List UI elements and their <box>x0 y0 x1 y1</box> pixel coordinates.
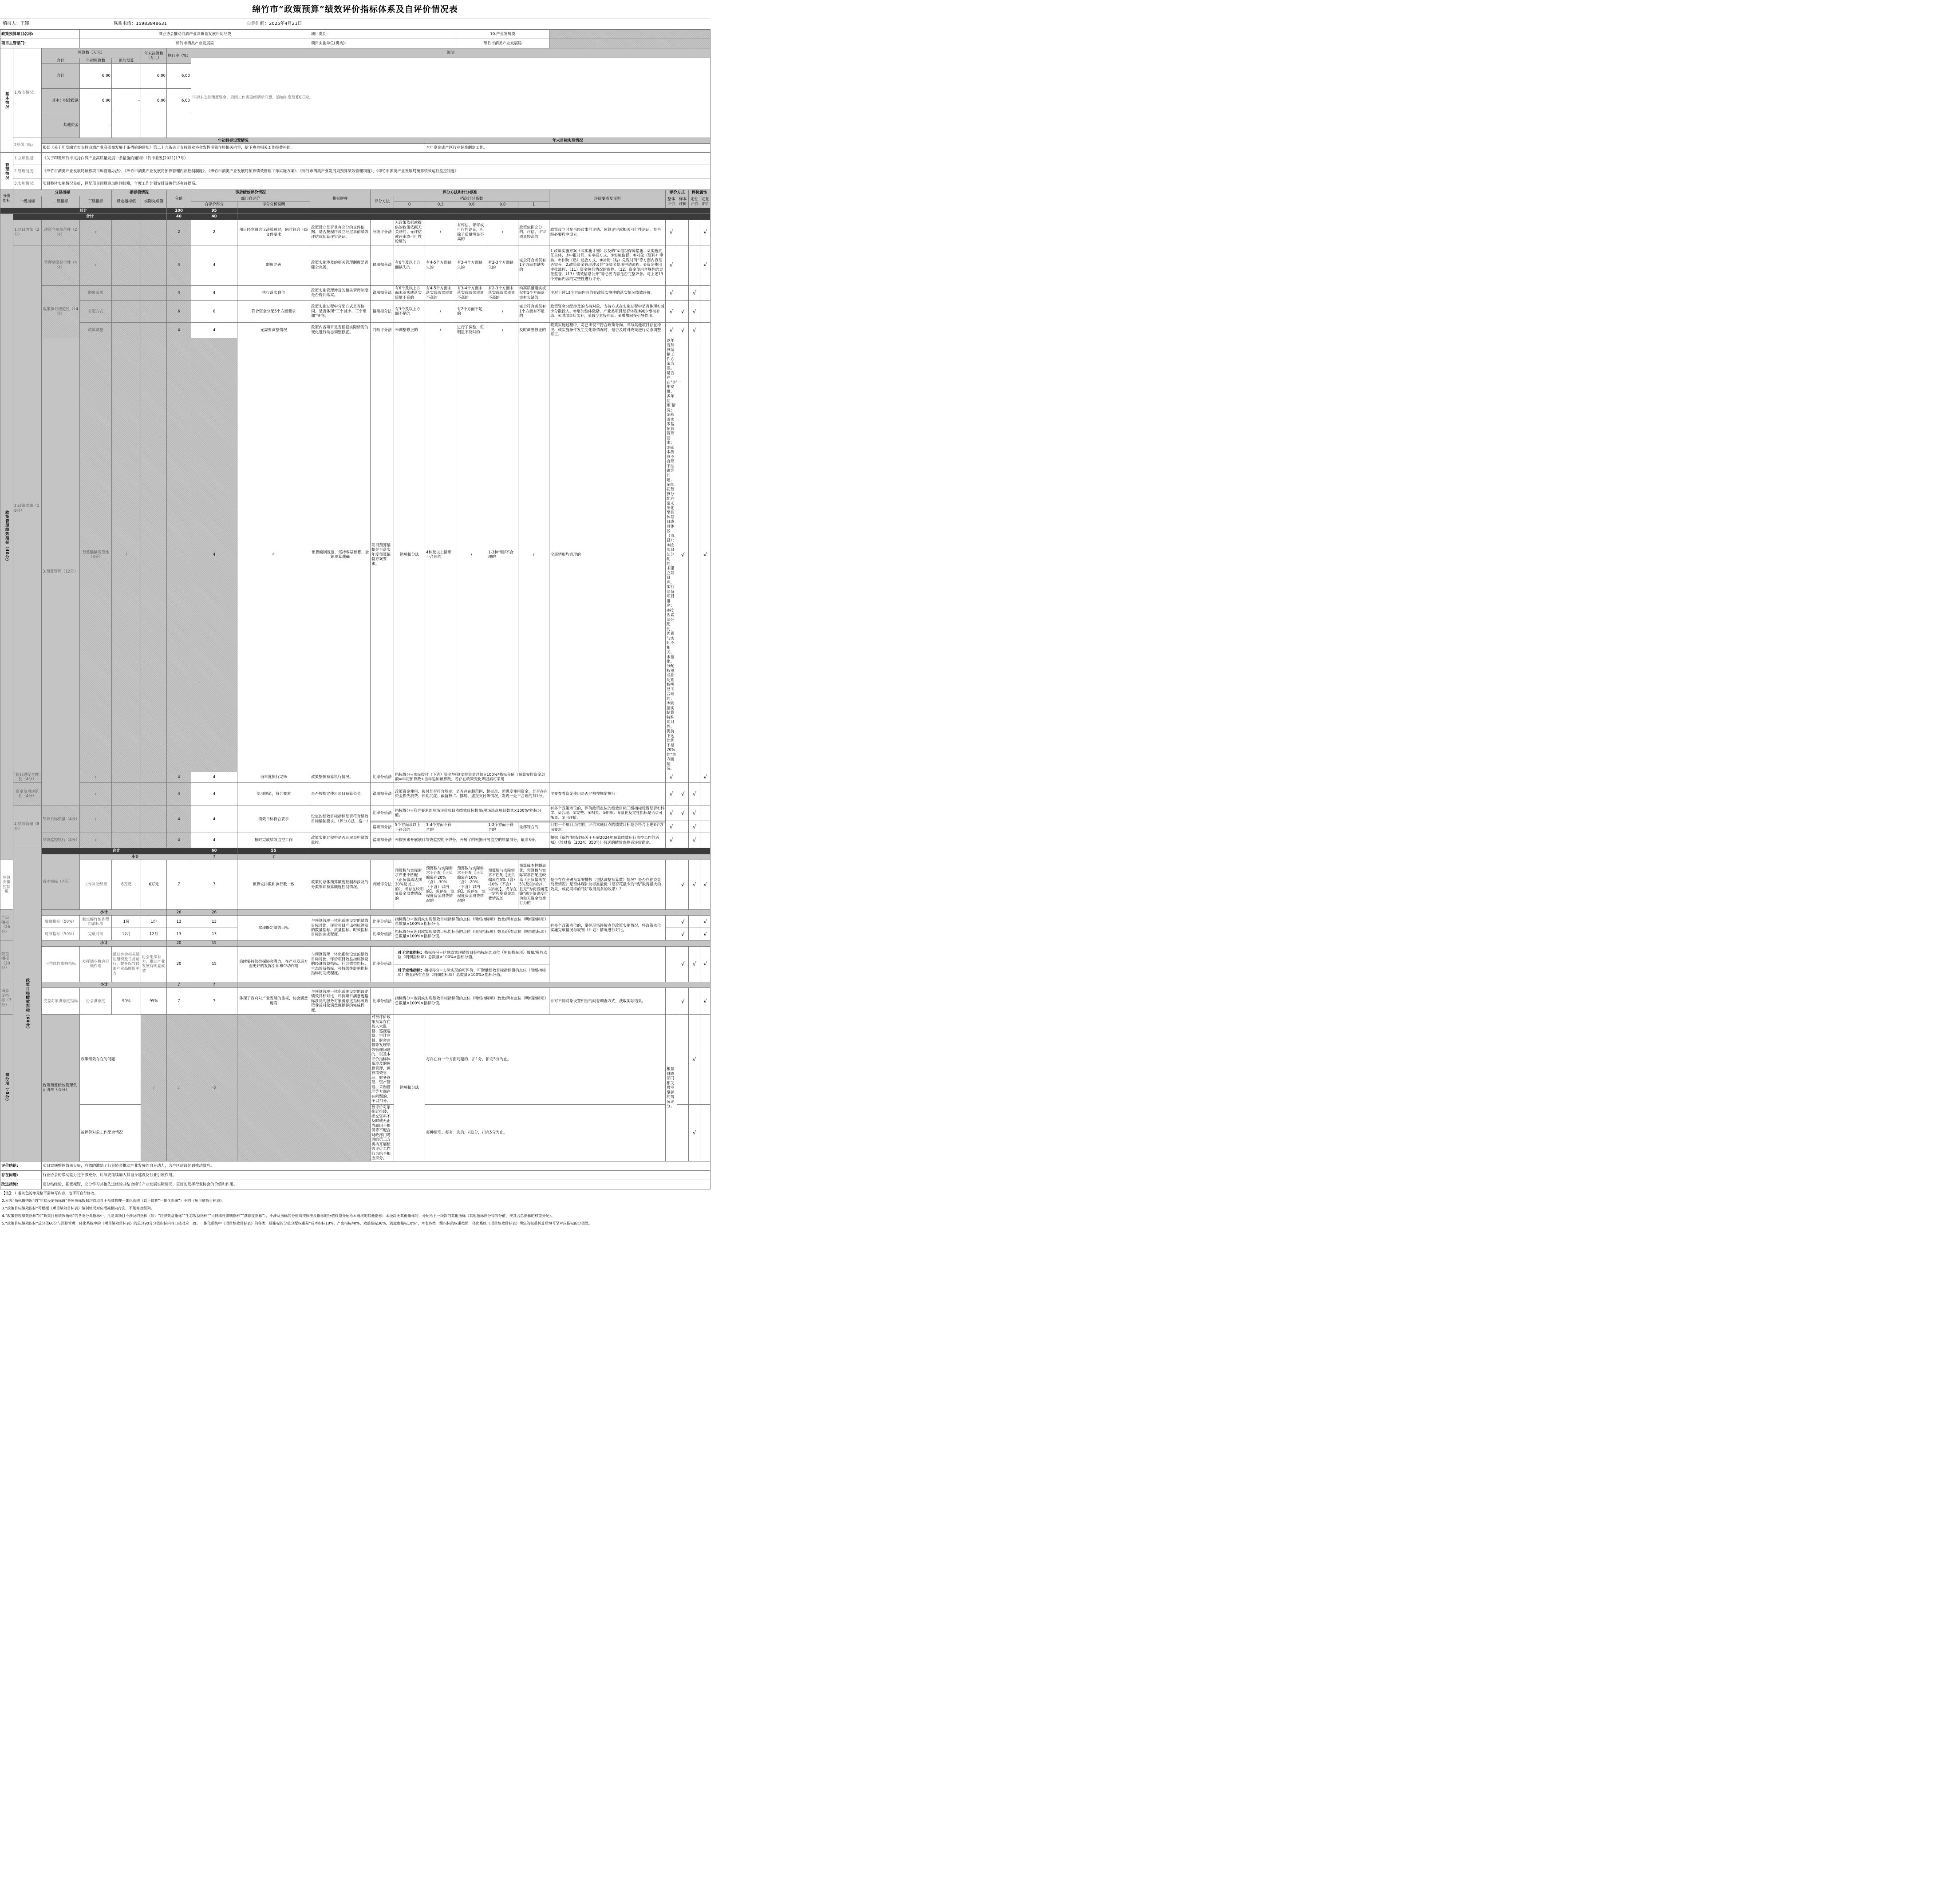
reporter: 填报人：王锋 <box>3 21 29 26</box>
income-note: 年初未安排预算资金，后因工作需要经请示同意，追加年度预算6万元。 <box>191 58 711 138</box>
evaluation-sheet <box>0 0 710 1226</box>
row-fund-use: 资金使用规范性（4分） / 4 4 使用规范，符合要求 是否按规定使用项目预算资金。 错项扣分法 政策资金使用、拨付是否符合规定，是否存在超范围、超标准、超进度使用资金，是否存在资金损失浪费、长期沉淀、截留挤占、挪用、虚报支付等情况，发现一处不合理的扣1分。 主要查看资金使用是否严格按规定执行 √ √ √ <box>0 782 711 806</box>
row-adjust: 政策调整 4 4 无需要调整情况 政策内各项目是否根据实际情况的变化进行动态调整修正。 判断评分法 未调整修正的 / 进行了调整，但明显不及时的 / 及时调整修正的 政策实施过程中，对已出现不符合政策导向、或与其他项目存在冲突、或实施条件发生变化等情况时，是否及时对政策进行动态调整修正。 √ √ √ <box>0 323 711 338</box>
system-text: 《绵竹市酒类产业发展局预算项目库管理办法》、《绵竹市酒类产业发展局预算管理内部控制制度》、《绵竹市酒类产业发展局预算绩效管理工作实施方案》、《绵竹市酒类产业发展局预算绩效管理制度》、《绵竹市酒类产业发展局预算绩效运行监控制度》 <box>42 165 711 178</box>
row-deduction-b: 被评价对象工作配合情况 被评价对象拖延推诿、提交资料不及时或无正当原因不提供等不配合财政部门聘请的第三方机构开展绩效评价工作行为给予相应扣分。 每种情形、每有一次的，扣1分，扣完5分为止。 √ <box>0 1104 711 1161</box>
row-quantity: 数量指标（50%） 制定绵竹浓香型白酒标准 1份 1份 13 13 实现既定绩效目标 与预算管理一体化系统设定的绩效目标对比，评价项目产出指标涉及的数量指标、质量指标、时效指标目标的完成程度。 比率分值法 指标得分=达到或实现绩效目标指标值的点位（明细指标项）数量/所有点位（明细指标项）总数量×100%×指标分值。 有多个政策点位的，掌握现场评价点位政策实施情况，将政策点位实施完成情况与规划（计划）情况进行对比。 √ √ <box>0 916 711 928</box>
page-title: 绵竹市“政策预算”绩效评价指标体系及自评价情况表 <box>0 0 710 19</box>
project-name-row <box>0 30 711 39</box>
row-progress: 执行进度合理性（4分） / 4 4 当年度执行完毕 政策整体预算执行情况。 比率分值法 指标得分=实际拨付（下达）资金/预算安排资金总额×100%*指标分值（预算安排资金总额=年初预算数+当年追加预算数，若存在政策变化等因素可采用 √ √ <box>0 772 711 782</box>
row-system: 2.政策实施（18分） 管理制度健全性（4分） / 4 4 制度完善 政策实施涉及的相关管理制度是否健全完善。 缺项扣分法 有6个及以上方面缺失的 有4-5个方面缺失的 有3-4个方面缺失的 有2-3个方面缺失的 完全符合或仅有1个方面有缺失的 1.政策实施方案（或实施计划）涉及的“①组织保障措施、②实施责任主体、③申报时间、④申报方式、⑤实施监督、⑥对象（资料）审核、⑦补助（贴）发放方式、⑧补助（贴）兑现时间”等方面内容是否完善。2.政策资金管理涉及的“⑨资金使用申请流程、⑩资金使用审批流程、（11）资金执行情况的监控、（12）资金使用合规性的责任监督、（13）绩效信息公开”等必要内容是否完整齐备。对上述13个方面内容的完整性进行评分。 √ √ <box>0 245 711 285</box>
problem-row: 存在问题: 行业协会的带动能力还不够充分，后续要继续加大其自身建设及行业引领作用。 <box>0 1171 711 1180</box>
goal-achieved: 本年度完成产区行业标准制定工作。 <box>425 144 711 153</box>
budget-header: 预算数（万元） <box>42 48 141 58</box>
row-timeliness: 时效指标（50%） 完成时间 12月 12月 13 13 比率分值法 指标得分=达到或实现绩效目标指标值的点位（明细指标项）数量/所有点位（明细指标项）总数量×100%×指标分值。 √ √ <box>0 928 711 940</box>
policy-target-section: 政策目标绩效指标（60分） <box>13 848 42 1161</box>
info-bar <box>0 19 710 29</box>
mgmt-section: 管理情况 <box>0 153 13 190</box>
index-header-row: 分类指标 分层指标 指标值情况 分值 事后绩效评价情况 指标解释 评分方法和计分标准 评价要点及说明 评价方式 评价属性 <box>0 190 711 196</box>
improve-row: 改进措施: 要总结经验，拓宽视野，充分学习其他先进经验并结合绵竹产业发展实际情况，更好的发挥行业协会的价值和作用。 <box>0 1180 711 1189</box>
rate-header: 执行率（%） <box>167 48 191 64</box>
deduction-section: 扣分项（-5分） <box>0 1015 13 1161</box>
project-name-label: 政策预算项目名称: <box>0 30 80 39</box>
note-5: 5.“政策目标绩效指标”总分值60分与预算管理一体化系统中的《项目绩效目标表》的总分90分分值指标内容口径对应一致。一体化系统中《项目绩效目标表》的各类一级指标的分值分配权重是“成本指标10%、产出指标40%、效益指标30%、满意度指标10%”，本表各类一级指标的权重按照一体化系统《项目绩效目标表》规定的权重折算后填写至对应指标的分值处。 <box>2 1221 592 1226</box>
project-name: 酒业协会推动白酒产业高质量发展补助经费 <box>80 30 310 39</box>
eval-date: 自评时间：2025年4月21日 <box>247 21 302 26</box>
goal-label: 2总体目标: <box>13 138 42 152</box>
basic-section: 基本情况 <box>0 48 13 153</box>
conclusion-row: 评价结论: 项目实施整体效果良好，有效的激励了行业协会推动产业发展的自身动力，为产区建设起到推动效应。 <box>0 1161 711 1171</box>
impl-label: 项目实施单位(机构): <box>310 39 456 48</box>
row-deduction-a: 扣分项（-5分） 政策预算绩效管理负面清单（-5分） 政策绩效存在的问题 / / -5 对被评价政策预算存在被人大监督、巡视巡察、审计监督、财会监督等发现绩效管理问题的，以及本评价指标体系涉及的预算管理、预算绩效管理、财务管理、资产管理、采购管理等方面存在问题的，予以扣分。 错项扣分法 每存在有一个方面问题的，扣1分，扣完5分为止。 根据财政部门相关股室掌握的情况评分。 √ <box>0 1015 711 1104</box>
impl-unit: 绵竹市酒类产业发展局 <box>456 39 549 48</box>
row-execution: 政策执行规范性（14分） 制度落实 4 4 执行落实到位 政策实施管理涉及的相关管理制度是否得到落实。 错项扣分法 有6个及以上方面未落实或落实质量不高的 有4-5个方面未落实或落实质量不高的 有3-4个方面未落实或落实质量不高的 有2-3个方面未落实或落实质量不高的 均高质量落实或仅有1个方面落实有欠缺的 主对上述13个方面内容的在政策实施中的落实情况绩效评价。 √ √ <box>0 285 711 300</box>
note-2: 2.本表“指标值情况”的“年初设定指标值”务须指标数据均直取自于预算管理一体化系统（以下简称“一体化系统”）中的《项目绩效目标表》。 <box>2 1198 226 1203</box>
note-header: 说明 <box>191 48 711 58</box>
row-cost: 预算安排控制数 工作补助经费 6万元 6万元 7 7 预算安排数和执行数一致 政策的总体预算额度控制和涉及的分类细项预算额度控制情况。 判断评分法 预算数与实际需求严重不匹配（正负偏离达到30%及以上的）、或存在较明显资金浪费情况的 预算数与实际需求不匹配【正负偏离在20%（含）-30%（不含）以内的】、或存在一定程度资金浪费情况的 预算数与实际需求不匹配【正负偏离在10%（含）-20%（不含）以内的】、或存在一定程度资金浪费情况的 预算数与实际需求不匹配【正负偏离在5%（含）-10%（不含）以内的】、或存在一定程度资金浪费情况的 预算成本控制最优，预算数与实际需求匹配度较高（正负偏离在5%及以内的），且无“为花钱而花钱”减少偏离度行为和无资金浪费行为的 是否存在突破预算安排数（包括调整预算数）情况？是否存在资金浪费情况？是否体现补助标准最优（是否花最少的“钱”取得最大的效果，或花同样的“钱”取得最多的效果）？ √ √ √ <box>0 860 711 910</box>
row-budget: 3.预算管理（12分） 预算编制规范性（4分） / 4 4 预算编制规范，坚持零基预算，金额测算准确 项目预算编制是否落实年度预算编制方案要求。 错项扣分法 4种及以上情形不合理的 / 1-3种情形不合理的 / 全部情形均合理的 以年度预算编制工作方案为准。是否存在“①‘一年安排、多年使用’情况；②未落实零基预算管理要求；③成本测算不合理不准确等问题；④年初预算分配方案未细化至具体项目或具体区（市、县）；⑤按项目法分配的，未建立项目库，实行储备项目排序；⑥按因素法分配的，因素与实际不相关、未量化，分配权重或补助系数明显不合理的；⑦梁据实结算特殊项目外，提前下达比例不足70%的”等方面情况。 √ √ <box>0 338 711 772</box>
row-target-quality: 4.绩效管理（8分） 绩效目标质量（4分） / 4 4 绩效目标符合要求 设定的绩效目标指标是否符合绩效目标编制要求。（评分方法二选一） 比率分值法 指标得分=符合要求的现场评价项目点绩效目标数量/现场选点项目数量×100%*指标分值。 有多个政策点位的，评价政策点位的绩效目标三级指标设置是否①科学、②合理、③完整、④相关、⑤明细、⑥量化及定性指标是否⑦可衡量、⑧可评价。 √ √ √ <box>0 806 711 821</box>
row-decision: 1.项目决策（2分） 决策立项规范性（2分） / 2 2 项目经党组会议决策通过，同时符合上级文件要求 政策设立是否具有充分的文件依据；是否按程序设立经过事前绩效评估或预算评审论证。 分级评分法 无政策依据或提供的政策依据无关联的；无评估或评审或可行性论证的 / 有评估、评审或可行性论证，但除了质量明显不高的 / 政策依据充分的，评估、评审质量较高的 政策设立时是否经过事前评估、预算评审或相关可行性论证，是否经必要程序设立。 √ √ <box>0 220 711 245</box>
phone: 联系电话：15983848631 <box>114 21 167 26</box>
row-satisfaction: 受益对象满意度指标 协会满意度 90% 95% 7 7 体现了政府对产业发展的重视，协会满意度高 与预算管理一体化系统设定的设定绩效目标对比，评价项目满意度指标涉及的服务对象满意度指标或政策受益对象满意度指标的完成程度。 比率分值法 指标得分=达到或实现绩效目标指标值的点位（明细指标项）数量/所有点位（明细指标项）总数量×100%×指标分值。 针对不同对象设置相应的问卷调查方式，获取实际结果。 √ √ <box>0 988 711 1015</box>
main-table: 政策预算项目名称: 酒业协会推动白酒产业高质量发展补助经费 项目类别: 10.产业发展类 项目主管部门: 绵竹市酒类产业发展局 项目实施单位(机构): 绵竹市酒类产业发展局 基本情况 1.收支情况: 预算数（万元） 年末决算数（万元） 执行率（%） 说明 合计 年初预算数 追加预算 年初未安排预算资金，后因工作需要经请示同意，追加年度预算6万元。 合计 6.00 6.00 6.00 其中：财政拨款 6.00 - 6.00 6.00 其他资金 - 2总体目标: 年初目标设置情况 年末目标实现情况 根据《关于印发绵竹市支持白酒产业高质量发展十条措施的通知》第二十九条关于支持酒业协会发挥引领作用相关内容，给予协会相关工作经费补助。 本年度完成产区行业标准制定工作。 管理情况 1.立项依据: 《关于印发绵竹市支持白酒产业高质量发展十条措施的通知》（竹市委发[2021]17号） 2.管理制度: 《绵竹市酒类产业发展局预算项目库管理办法》、《绵竹市酒类产业发展局预算管理内部控制制度》、《绵竹市酒类产业发展局预算绩效管理工作实施方案》、《绵竹市酒类产业发展局预算绩效管理制度》、《绵竹市酒类产业发展局预算绩效运行监控制度》 3.实施情况: 项目整体实施情况良好，但是项目预算追加时间较晚，年度工作计划安排及执行还有待提高。 分类指标 分层指标 指标值情况 分值 事后绩效评价情况 指标解释 评分方法和计分标准 评价要点及说明 评价方式 评价属性 一级指标 二级指标 三级指标 设定指标值 实际完成值 部门自评价 评分方法 档次计分系数 整体评价 样本评价 定性评价 定量评价 自评价得分 评分分析说明 0 0.3 0.6 0.8 1 总计 100 95 政策管理绩效指标（40分） 合计 40 40 1.项目决策（2分） 决策立项规范性（2分） / 2 2 项目经党组会议决策通过，同时符合上级文件要求 政策设立是否具有充分的文件依据；是否按程序设立经过事前绩效评估或预算评审论证。 分级评分法 无政策依据或提供的政策依据无关联的；无评估或评审或可行性论证的 / 有评估、评审或可行性论证，但除了质量明显不高的 / 政策依据充分的，评估、评审质量较高的 政策设立时是否经过事前评估、预算评审或相关可行性论证，是否经必要程序设立。 √ √ 2.政策实施（18分） 管理制度健全性（4分） / 4 4 制度完善 政策实施涉及的相关管理制度是否健全完善。 缺项扣分法 有6个及以上方面缺失的 有4-5个方面缺失的 有3-4个方面缺失的 有2-3个方面缺失的 完全符合或仅有1个方面有缺失的 1.政策实施方案（或实施计划）涉及的“①组织保障措施、②实施责任主体、③申报时间、④申报方式、⑤实施监督、⑥对象（资料）审核、⑦补助（贴）发放方式、⑧补助（贴）兑现时间”等方面内容是否完善。2.政策资金管理涉及的“⑨资金使用申请流程、⑩资金使用审批流程、（11）资金执行情况的监控、（12）资金使用合规性的责任监督、（13）绩效信息公开”等必要内容是否完整齐备。对上述13个方面内容的完整性进行评分。 √ √ 政策执行规范性（14分） 制度落实 4 4 执行落实到位 政策实施管理涉及的相关管理制度是否得到落实。 错项扣分法 有6个及以上方面未落实或落实质量不高的 有4-5个方面未落实或落实质量不高的 有3-4个方面未落实或落实质量不高的 有2-3个方面未落实或落实质量不高的 均高质量落实或仅有1个方面落实有欠缺的 主对上述13个方面内容的在政策实施中的落实情况绩效评价。 √ √ 分配方式 6 6 符合资金分配5个方面要求 政策实施过程中分配方式是否协同，是否体现“三个减少、三个增加”导向。 错项扣分法 有3个及以上方面不足的 / 有2个方面不足的 / 完全符合或仅有1个方面有不足的 政策资金分配涉及的支持对象、支持方式在实施过程中是否体现①减少分散投入、②增加整体激励，产业类项目是否体现③减少事前补助、④增加事后奖补，⑤减少直接补助、⑥增加间接引导作用。 √ √ √ 政策调整 4 4 无需要调整情况 政策内各项目是否根据实际情况的变化进行动态调整修正。 判断评分法 未调整修正的 / 进行了调整，但明显不及时的 / 及时调整修正的 政策实施过程中，对已出现不符合政策导向、或与其他项目存在冲突、或实施条件发生变化等情况时，是否及时对政策进行动态调整修正。 √ √ √ 3.预算管理（12分） 预算编制规范性（4分） / 4 4 预算编制规范，坚持零基预算，金额测算准确 项目预算编制是否落实年度预算编制方案要求。 错项扣分法 4种及以上情形不合理的 / 1-3种情形不合理的 / 全部情形均合理的 以年度预算编制工作方案为准。是否存在“①‘一年安排、多年使用’情况；②未落实零基预算管理要求；③成本测算不合理不准确等问题；④年初预算分配方案未细化至具体项目或具体区（市、县）；⑤按项目法分配的，未建立项目库，实行储备项目排序；⑥按因素法分配的，因素与实际不相关、未量化，分配权重或补助系数明显不合理的；⑦梁据实结算特殊项目外，提前下达比例不足70%的”等方面情况。 √ √ 执行进度合理性（4分） / 4 4 当年度执行完毕 政策整体预算执行情况。 比率分值法 指标得分=实际拨付（下达）资金/预算安排资金总额×100%*指标分值（预算安排资金总额=年初预算数+当年追加预算数，若存在政策变化等因素可采用 √ √ 资金使用规范性（4分） / 4 4 使用规范，符合要求 是否按规定使用项目预算资金。 错项扣分法 政策资金使用、拨付是否符合规定，是否存在超范围、超标准、超进度使用资金，是否存在资金损失浪费、长期沉淀、截留挤占、挪用、虚报支付等情况，发现一处不合理的扣1分。 主要查看资金使用是否严格按规定执行 √ √ √ 4.绩效管理（8分） 绩效目标质量（4分） / 4 4 绩效目标符合要求 设定的绩效目标指标是否符合绩效目标编制要求。（评分方法二选一） 比率分值法 指标得分=符合要求的现场评价项目点绩效目标数量/现场选点项目数量×100%*指标分值。 有多个政策点位的，评价政策点位的绩效目标三级指标设置是否①科学、②合理、③完整、④相关、⑤明细、⑥量化及定性指标是否⑦可衡量、⑧可评价。 √ √ √ √ √ 错项扣分法 5个方面及以上不符合的 3-4个方面不符合的 1-2个方面不符合的 全部符合的 只有一个项目点位的，评价本项目点的绩效目标是否符合上述8个方面要求。 绩效监控执行（4分） / 4 4 按时完成绩效监控工作 政策实施过程中是否开展事中绩效监控。 错项扣分法 未按要求开展项目绩效监控的不得分，开展了的根据开展监控的质量得分，最高3分。 根据《绵竹市财政局关于开展2024年预算绩效运行监控工作的通知》（竹财监（2024）350号）报送的绩效监控表评价确定。 √ √ 政策目标绩效指标（60分） 合计 60 55 成本指标（7分） 小计 7 7 预算安排控制数 工作补助经费 6万元 6万元 7 7 预算安排数和执行数一致 政策的总体预算额度控制和涉及的分类细项预算额度控制情况。 判断评分法 预算数与实际需求严重不匹配（正负偏离达到30%及以上的）、或存在较明显资金浪费情况的 预算数与实际需求不匹配【正负偏离在20%（含）-30%（不含）以内的】、或存在一定程度资金浪费情况的 预算数与实际需求不匹配【正负偏离在10%（含）-20%（不含）以内的】、或存在一定程度资金浪费情况的 预算数与实际需求不匹配【正负偏离在5%（含）-10%（不含）以内的】、或存在一定程度资金浪费情况的 预算成本控制最优，预算数与实际需求匹配度较高（正负偏离在5%及以内的），且无“为花钱而花钱”减少偏离度行为和无资金浪费行为的 是否存在突破预算安排数（包括调整预算数）情况？是否存在资金浪费情况？是否体现补助标准最优（是否花最少的“钱”取得最大的效果，或花同样的“钱”取得最多的效果）？ √ √ √ 产出指标（26分） 小计 26 26 数量指标（50%） 制定绵竹浓香型白酒标准 1份 1份 13 13 实现既定绩效目标 与预算管理一体化系统设定的绩效目标对比，评价项目产出指标涉及的数量指标、质量指标、时效指标目标的完成程度。 比率分值法 指标得分=达到或实现绩效目标指标值的点位（明细指标项）数量/所有点位（明细指标项）总数量×100%×指标分值。 有多个政策点位的，掌握现场评价点位政策实施情况，将政策点位实施完成情况与规划（计划）情况进行对比。 √ √ 时效指标（50%） 完成时间 12月 12月 13 13 比率分值法 指标得分=达到或实现绩效目标指标值的点位（明细指标项）数量/所有点位（明细指标项）总数量×100%×指标分值。 √ √ 效益指标（20分） 小计 20 15 可持续性影响指标 发挥酒业协会引领作用 通过协会相关活动组织及日常运行，提升绵竹白酒产业品牌影响力 协会组织有力，推动产业发展有明显成效 20 15 后续要持续挖掘协会潜力，在产业发展方面更好的发挥引领和带动作用 与预算管理一体化系统设定的绩效目标对比，评价项目效益指标涉及的经济效益指标、社会效益指标、生态效益指标、可持续性影响指标指标的完成程度。 比率分值法 对于定量指标：指标得分=达到或实现绩效目标指标值的点位（明细指标项）数量/所有点位（明细指标项）总数量×100%×指标分值。 √ √ √ 对于定性指标：指标得分=实际实现的可评价、可衡量绩效目标指标值的点位（明细指标项）数量/所有点位（明细指标项）总数量×100%×指标分值。 满意度指标（7分） 小计 7 7 受益对象满意度指标 协会满意度 90% 95% 7 7 体现了政府对产业发展的重视，协会满意度高 与预算管理一体化系统设定的设定绩效目标对比，评价项目满意度指标涉及的服务对象满意度指标或政策受益对象满意度指标的完成程度。 比率分值法 指标得分=达到或实现绩效目标指标值的点位（明细指标项）数量/所有点位（明细指标项）总数量×100%×指标分值。 针对不同对象设置相应的问卷调查方式，获取实际结果。 √ √ 扣分项（-5分） 政策预算绩效管理负面清单（-5分） 政策绩效存在的问题 / / -5 对被评价政策预算存在被人大监督、巡视巡察、审计监督、财会监督等发现绩效管理问题的，以及本评价指标体系涉及的预算管理、预算绩效管理、财务管理、资产管理、采购管理等方面存在问题的，予以扣分。 错项扣分法 每存在有一个方面问题的，扣1分，扣完5分为止。 根据财政部门相关股室掌握的情况评分。 √ 被评价对象工作配合情况 被评价对象拖延推诿、提交资料不及时或无正当原因不提供等不配合财政部门聘请的第三方机构开展绩效评价工作行为给予相应扣分。 每种情形、每有一次的，扣1分，扣完5分为止。 √ 评价结论: 项目实施整体效果良好，有效的激励了行业协会推动产业发展的自身动力，为产区建设起到推动效应。 存在问题: 行业协会的带动能力还不够充分，后续要继续加大其自身建设及行业引领作用。 改进措施: 要总结经验，拓宽视野，充分学习其他先进经验并结合绵竹产业发展实际情况，更好的发挥行业协会的价值和作用。 <box>0 29 711 1189</box>
row-benefit: 可持续性影响指标 发挥酒业协会引领作用 通过协会相关活动组织及日常运行，提升绵竹白酒产业品牌影响力 协会组织有力，推动产业发展有明显成效 20 15 后续要持续挖掘协会潜力，在产业发展方面更好的发挥引领和带动作用 与预算管理一体化系统设定的绩效目标对比，评价项目效益指标涉及的经济效益指标、社会效益指标、生态效益指标、可持续性影响指标指标的完成程度。 比率分值法 对于定量指标：指标得分=达到或实现绩效目标指标值的点位（明细指标项）数量/所有点位（明细指标项）总数量×100%×指标分值。 √ √ √ <box>0 946 711 964</box>
project-type-label: 项目类别: <box>310 30 456 39</box>
total-row: 总计 100 95 <box>0 208 711 213</box>
dept: 绵竹市酒类产业发展局 <box>80 39 310 48</box>
note-3: 3.“政策目标绩效指标”可根据《项目绩效目标表》编制情况对应增减横向行次，不能修改纵列。 <box>2 1206 154 1211</box>
final-header: 年末决算数（万元） <box>141 48 167 64</box>
row-monitor: 绩效监控执行（4分） / 4 4 按时完成绩效监控工作 政策实施过程中是否开展事中绩效监控。 错项扣分法 未按要求开展项目绩效监控的不得分，开展了的根据开展监控的质量得分，最高3分。 根据《绵竹市财政局关于开展2024年预算绩效运行监控工作的通知》（竹财监（2024）350号）报送的绩效监控表评价确定。 √ √ <box>0 833 711 848</box>
row-allocation: 分配方式 6 6 符合资金分配5个方面要求 政策实施过程中分配方式是否协同，是否体现“三个减少、三个增加”导向。 错项扣分法 有3个及以上方面不足的 / 有2个方面不足的 / 完全符合或仅有1个方面有不足的 政策资金分配涉及的支持对象、支持方式在实施过程中是否体现①减少分散投入、②增加整体激励，产业类项目是否体现③减少事前补助、④增加事后奖补，⑤减少直接补助、⑥增加间接引导作用。 √ √ √ <box>0 301 711 323</box>
dept-label: 项目主管部门: <box>0 39 80 48</box>
note-4: 4.“政策管理绩效指标”和“政策目标绩效指标”的各类分类指标中，凡是该项目不涉及的指标（如：“经济效益指标”“生态效益指标”“可持续性影响指标”“满意度指标”），不涉及指标的分值均按照涉及指标的分值权重分配给本级次的其他指标；本级次无其他指标的，分配给上一级次的其他指标（其他指标应分得的分值，按其占总指标的权重分配）。 <box>2 1213 555 1218</box>
goal-initial: 根据《关于印发绵竹市支持白酒产业高质量发展十条措施的通知》第二十九条关于支持酒业协会发挥引领作用相关内容，给予协会相关工作经费补助。 <box>42 144 425 153</box>
policy-mgmt-section: 政策管理绩效指标（40分） <box>0 214 13 860</box>
income-label: 1.收支情况: <box>13 48 42 138</box>
project-type: 10.产业发展类 <box>456 30 549 39</box>
dept-row <box>0 39 711 48</box>
basis-text: 《关于印发绵竹市支持白酒产业高质量发展十条措施的通知》（竹市委发[2021]17号） <box>42 153 711 165</box>
note-1: 【注】：1.着灰色的单元格不需填写内容，也不可自行修改。 <box>2 1191 98 1196</box>
notes <box>0 1189 710 1227</box>
implement-text: 项目整体实施情况良好，但是项目预算追加时间较晚，年度工作计划安排及执行还有待提高。 <box>42 178 711 190</box>
